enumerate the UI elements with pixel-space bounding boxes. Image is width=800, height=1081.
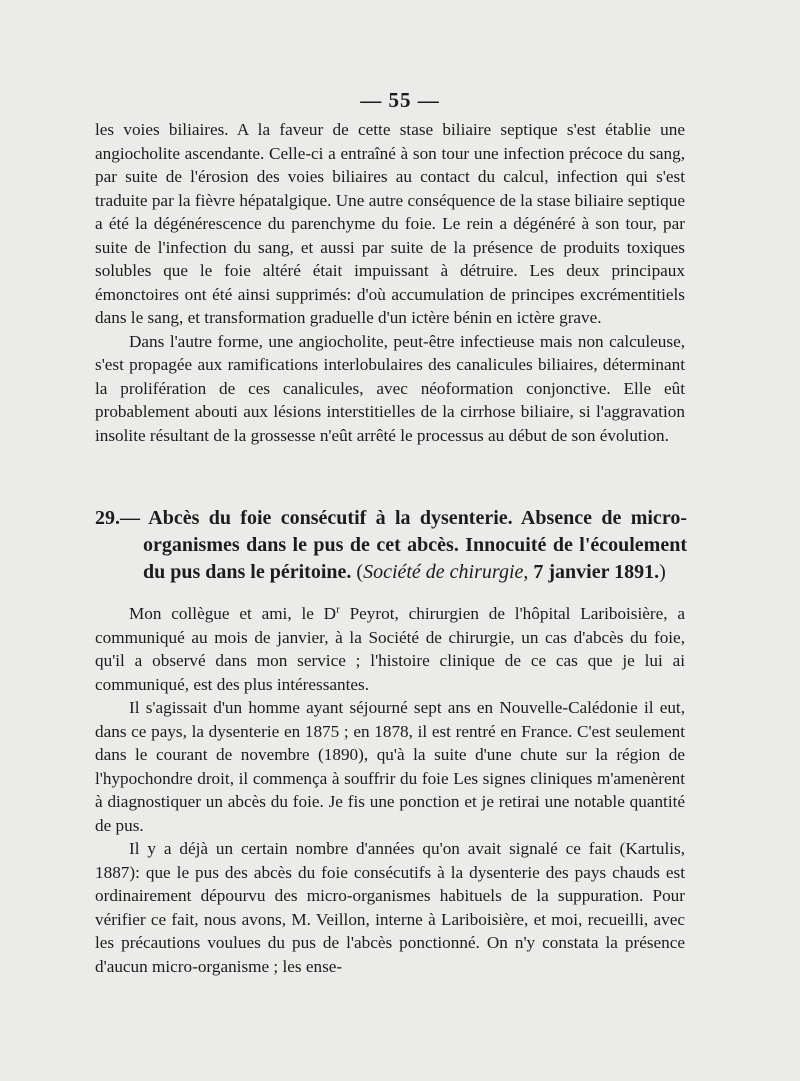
- paragraph-kartulis: Il y a déjà un certain nombre d'années qu'on avait signalé ce fait (Kartulis, 1887): que le pus des abcès du foie consécutifs à la dysenterie des pays chauds est ordinairement dépourvu des micro-organismes habituels de la suppuration. Pour vérifier ce fait, nous avons, M. Veillon, interne à Lariboisière, et moi, recueilli, avec les précautions voulues du pus de l'abcès ponctionné. On n'y constata la présence d'aucun micro-organisme ; les ense-: [95, 839, 685, 976]
- paragraph-patient: Il s'agissait d'un homme ayant séjourné sept ans en Nouvelle-Calédonie il eut, dans ce pays, la dysenterie en 1875 ; en 1878, il est rentré en France. C'est seulement dans le courant de novembre (1890), qu'à la suite d'une chute sur la région de l'hypochondre droit, il commença à souffrir du foie Les signes cliniques m'amenèrent à diagnostiquer un abcès du foie. Je fis une ponction et je retirai une notable quantité de pus.: [95, 698, 685, 835]
- paragraph-other-form: Dans l'autre forme, une angiocholite, peut-être infectieuse mais non calculeuse, s'est propagée aux ramifications interlobulaires des canalicules biliaires, déterminant la prolifération de ces canalicules, avec néoformation conjonctive. Elle eût probablement abouti aux lésions interstitielles de la cirrhose biliaire, si l'aggravation insolite résultant de la grossesse n'eût arrêté le processus au début de son évolution.: [95, 331, 685, 445]
- section-heading: [95, 505, 687, 586]
- source-open: (: [356, 561, 364, 583]
- doctor-abbrev-sup: r: [336, 603, 340, 616]
- text-block-bottom: [95, 602, 685, 978]
- source-separator: ,: [523, 561, 534, 583]
- paragraph-peyrot-rest: Peyrot, chirurgien de l'hôpital Lariboisière, a communiqué au mois de janvier, à la Société de chirurgie, un cas d'abcès du foie, qu'il a observé dans mon service ; l'histoire clinique de ce cas que je lui ai communiqué, est des plus intéressantes.: [95, 604, 686, 694]
- page-number: — 55 —: [360, 88, 440, 112]
- section-number: 29.—: [95, 507, 140, 529]
- text-block-top: [95, 118, 685, 447]
- paragraph-peyrot: [95, 602, 685, 696]
- source-close: ): [659, 561, 666, 583]
- source-journal: Société de chirurgie: [363, 561, 524, 583]
- paragraph-continued: les voies biliaires. A la faveur de cette stase biliaire septique s'est établie une angiocholite ascendante. Celle-ci a entraîné à son tour une infection précoce du sang, par suite de l'érosion des voies biliaires au contact du calcul, infection qui s'est traduite par la fièvre hépatalgique. Une autre conséquence de la stase biliaire septique a été la dégénérescence du parenchyme du foie. Le rein a dégénéré à son tour, par suite de l'infection du sang, et aussi par suite de la présence de produits toxiques solubles que le foie altéré était impuissant à détruire. Les deux principaux émonctoires ont été ainsi supprimés: d'où accumulation de principes excrémentitiels dans le sang, et transformation graduelle d'un ictère bénin en ictère grave.: [95, 120, 685, 327]
- paragraph-peyrot-start: Mon collègue et ami, le D: [129, 604, 337, 623]
- section-title: Abcès du foie consécutif à la dysenterie. Absence de micro-organismes dans le pus de cet abcès. Innocuité de l'écoulement du pus dans le péritoine.: [140, 507, 687, 583]
- source-date: 7 janvier 1891.: [533, 561, 660, 583]
